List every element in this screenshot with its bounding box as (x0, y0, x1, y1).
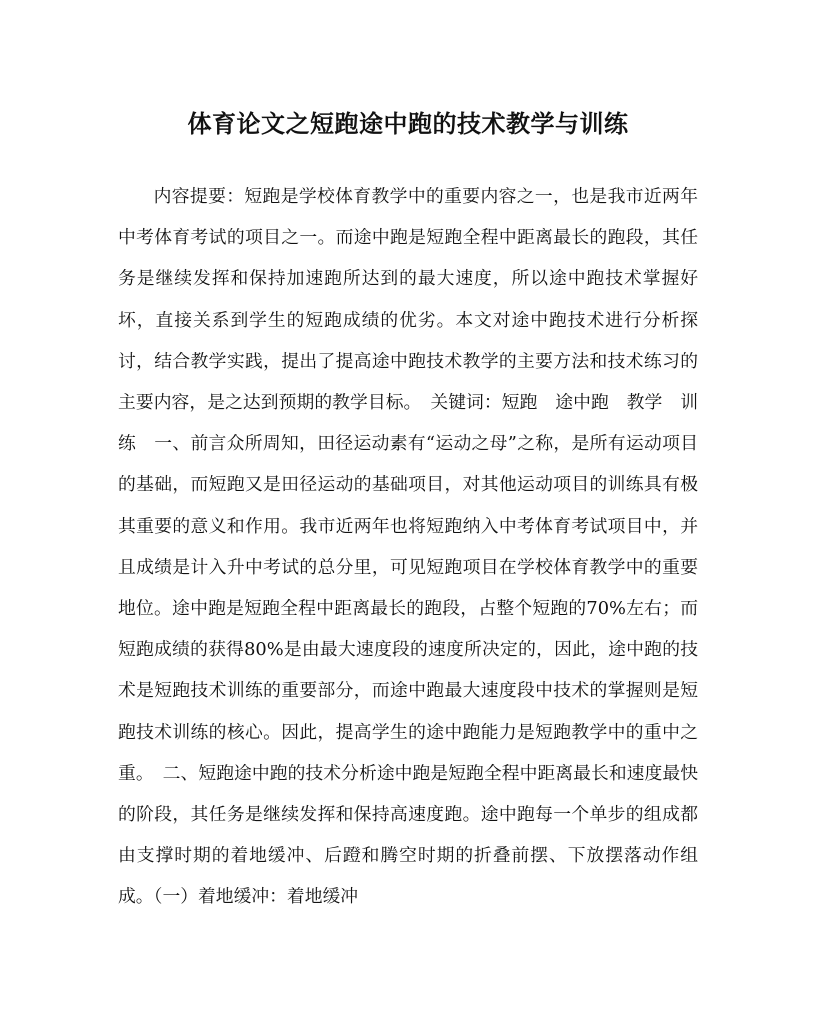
document-body: 内容提要：短跑是学校体育教学中的重要内容之一，也是我市近两年中考体育考试的项目之一。而途中跑是短跑全程中距离最长的跑段，其任务是继续发挥和保持加速跑所达到的最大速度，所以途中跑技术掌握好坏，直接关系到学生的短跑成绩的优劣。本文对途中跑技术进行分析探讨，结合教学实践，提出了提高途中跑技术教学的主要方法和技术练习的主要内容，是之达到预期的教学目标。 关键词：短跑 途中跑 教学 训练 一、前言众所周知，田径运动素有“运动之母”之称，是所有运动项目的基础，而短跑又是田径运动的基础项目，对其他运动项目的训练具有极其重要的意义和作用。我市近两年也将短跑纳入中考体育考试项目中，并且成绩是计入升中考试的总分里，可见短跑项目在学校体育教学中的重要地位。途中跑是短跑全程中距离最长的跑段，占整个短跑的70%左右；而短跑成绩的获得80%是由最大速度段的速度所决定的，因此，途中跑的技术是短跑技术训练的重要部分，而途中跑最大速度段中技术的掌握则是短跑技术训练的核心。因此，提高学生的途中跑能力是短跑教学中的重中之重。 二、短跑途中跑的技术分析途中跑是短跑全程中距离最长和速度最快的阶段，其任务是继续发挥和保持高速度跑。途中跑每一个单步的组成都由支撑时期的着地缓冲、后蹬和腾空时期的折叠前摆、下放摆落动作组成。（一）着地缓冲：着地缓冲 (118, 186, 698, 908)
document-title: 体育论文之短跑途中跑的技术教学与训练 (187, 109, 629, 138)
